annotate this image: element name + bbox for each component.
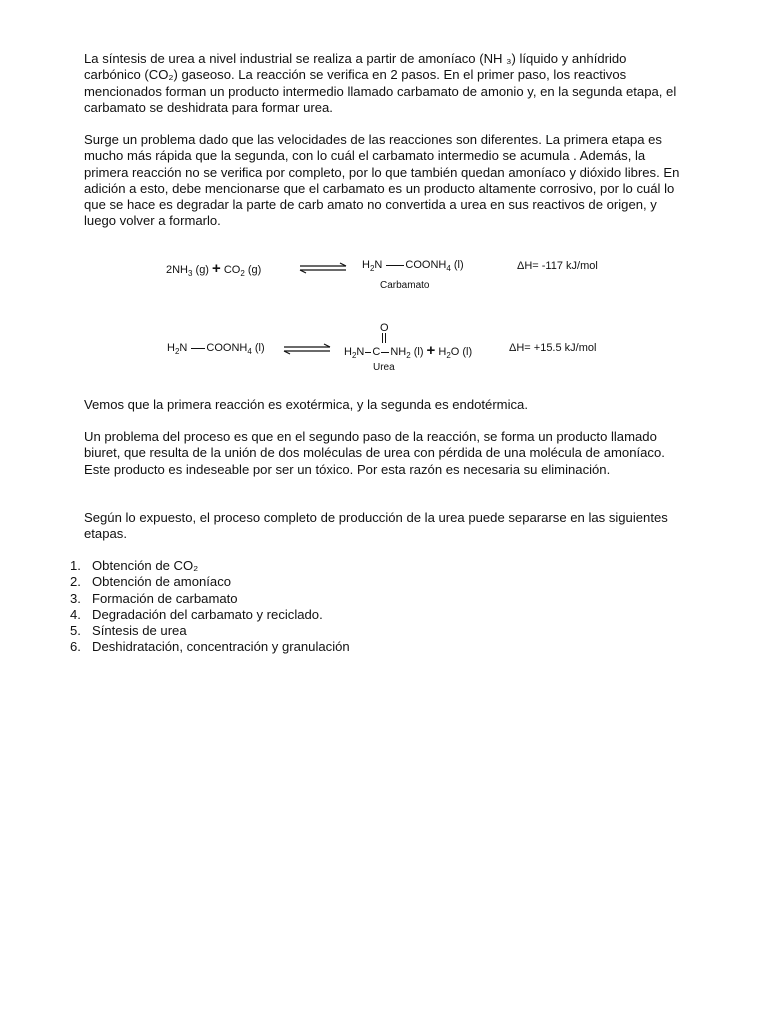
equilibrium-arrow-icon bbox=[282, 343, 332, 355]
urea-label: Urea bbox=[373, 362, 395, 373]
list-item: 1. Obtención de CO₂ bbox=[70, 558, 199, 573]
urea-structure: $H_2N$ C $NH_2$ $(l) + H_2O$ (l) bbox=[344, 342, 473, 361]
stages-list bbox=[70, 558, 350, 656]
paragraph-biuret: Un problema del proceso es que en el segundo paso de la reacción, se forma un producto llamado biuret, que resulta de la unión de dos moléculas de urea con pérdida de una molécula de amoníaco. Este producto es indeseable por ser un tóxico. Por esta razón es necesaria su eliminación. bbox=[84, 429, 665, 477]
urea-oxygen: O bbox=[380, 322, 389, 334]
reaction1-enthalpy: ΔH= -117 kJ/mol bbox=[517, 260, 598, 272]
list-item: 5. Síntesis de urea bbox=[70, 623, 187, 639]
list-item: 6. Deshidratación, concentración y granulación bbox=[70, 639, 350, 655]
reaction1-reactants: $2NH_3$ $(g) + CO_2$ (g) bbox=[166, 260, 262, 279]
carbamato-label: Carbamato bbox=[380, 280, 430, 291]
paragraph-thermo: Vemos que la primera reacción es exotérmica, y la segunda es endotérmica. bbox=[84, 397, 528, 412]
paragraph-problem: Surge un problema dado que las velocidades de las reacciones son diferentes. La primera etapa es mucho más rápida que la segunda, con lo cuál el carbamato intermedio se acumula . Además, la primera reacción no se verifica por completo, por lo que también quedan amoníaco y dióxido libres. En adición a esto, debe mencionarse que el carbamato es un producto altamente corrosivo, por lo cuál lo que se hace es degradar la parte de carb amato no convertida a urea en sus reactivos de origen, y luego volver a formarlo. bbox=[84, 132, 680, 229]
list-item: 3. Formación de carbamato bbox=[70, 590, 238, 606]
plus-sign: + bbox=[212, 260, 221, 277]
plus-sign: + bbox=[426, 342, 436, 359]
paragraph-intro: La síntesis de urea a nivel industrial se realiza a partir de amoníaco (NH ₃) líquido y anhídrido carbónico (CO₂) gaseoso. La reacción se verifica en 2 pasos. En el primer paso, los reactivos mencionados forman un producto intermedio llamado carbamato de amonio y, en la segunda etapa, el carbamato se deshidrata para formar urea. bbox=[84, 51, 677, 115]
reaction2-reactant: $H_2N$ $COONH_4$ (l) bbox=[167, 342, 265, 357]
paragraph-stages: Según lo expuesto, el proceso completo de producción de la urea puede separarse en las siguientes etapas. bbox=[84, 510, 668, 542]
reaction2-enthalpy: ΔH= +15.5 kJ/mol bbox=[509, 342, 597, 354]
list-item: 2. Obtención de amoníaco bbox=[70, 574, 232, 590]
list-item: 4. Degradación del carbamato y reciclado. bbox=[70, 606, 323, 622]
reaction1-product: $H_2N$ $COONH_4$ (l) bbox=[362, 259, 464, 274]
equilibrium-arrow-icon bbox=[298, 262, 348, 274]
